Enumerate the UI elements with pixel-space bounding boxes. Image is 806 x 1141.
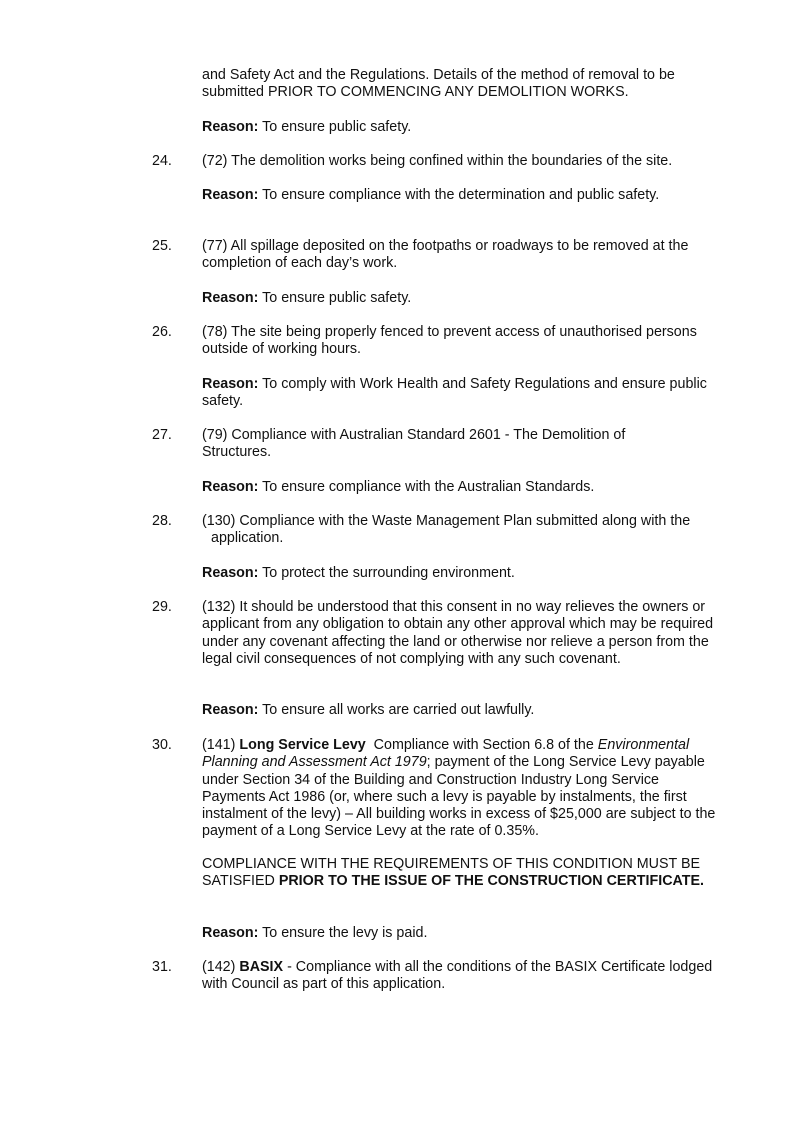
condition-text <box>202 737 722 841</box>
condition-reason <box>202 376 722 411</box>
condition-reason <box>202 925 722 942</box>
reason-text: To ensure public safety. <box>262 290 412 306</box>
condition-text <box>202 959 722 994</box>
compliance-text: COMPLIANCE WITH THE REQUIREMENTS OF THIS CONDITION MUST BE SATISFIED <box>202 856 701 890</box>
condition-code: (142) <box>202 959 236 975</box>
condition-reason <box>202 702 722 719</box>
reason-text: To ensure all works are carried out lawfully. <box>262 702 535 718</box>
condition-text-part: Compliance with Section 6.8 of the <box>373 737 594 753</box>
reason-label: Reason: <box>202 925 259 941</box>
condition-number: 31. <box>152 959 172 975</box>
condition-text: (72) The demolition works being confined within the boundaries of the site. <box>202 153 673 169</box>
condition-reason <box>202 479 722 496</box>
condition-text: (79) Compliance with Australian Standard 2601 - The Demolition of Structures. <box>202 427 626 461</box>
reason-label: Reason: <box>202 187 259 203</box>
condition-number: 27. <box>152 427 172 443</box>
condition-text: (132) It should be understood that this consent in no way relieves the owners or applicant from any obligation to obtain any other approval which may be required under any covenant affecting the land or otherwise nor relieve a person from the legal civil consequences of not complying with any such covenant. <box>202 599 714 667</box>
continued-condition-text: and Safety Act and the Regulations. Details of the method of removal to be submitted PRIOR TO COMMENCING ANY DEMOLITION WORKS. <box>202 67 675 101</box>
reason-label: Reason: <box>202 290 259 306</box>
reason-label: Reason: <box>202 702 259 718</box>
condition-text-part: - Compliance with all the conditions of the BASIX Certificate lodged with Council as part of this application. <box>202 959 713 993</box>
condition-reason <box>202 290 722 307</box>
reason-text: To comply with Work Health and Safety Regulations and ensure public safety. <box>202 376 707 410</box>
reason-label: Reason: <box>202 479 259 495</box>
condition-number: 28. <box>152 513 172 529</box>
condition-code: (141) <box>202 737 236 753</box>
condition-number: 25. <box>152 238 172 254</box>
condition-text: (130) Compliance with the Waste Management Plan submitted along with the application. <box>202 513 691 547</box>
condition-number: 29. <box>152 599 172 615</box>
reason-text: To ensure public safety. <box>262 119 412 135</box>
condition-heading: Long Service Levy <box>239 737 366 753</box>
reason-text: To ensure compliance with the determination and public safety. <box>262 187 660 203</box>
condition-text: (77) All spillage deposited on the footpaths or roadways to be removed at the completion of each day’s work. <box>202 238 689 272</box>
condition-reason <box>202 187 722 204</box>
reason-text: To ensure compliance with the Australian Standards. <box>262 479 595 495</box>
condition-heading: BASIX <box>239 959 284 975</box>
reason-text: To ensure the levy is paid. <box>262 925 428 941</box>
condition-text-part: ; payment of the Long Service Levy payable under Section 34 of the Building and Construction Industry Long Service Payments Act 1986 (or, where such a levy is payable by instalments, the first instalment of the levy) – All building works in excess of $25,000 are subject to the payment of a Long Service Levy at the rate of 0.35%. <box>202 754 716 840</box>
condition-number: 24. <box>152 153 172 169</box>
compliance-deadline: PRIOR TO THE ISSUE OF THE CONSTRUCTION CERTIFICATE. <box>278 873 705 890</box>
act-name: Environmental Planning and Assessment Act 1979 <box>202 737 690 771</box>
condition-reason <box>202 565 722 582</box>
reason-label: Reason: <box>202 119 259 135</box>
condition-text: (78) The site being properly fenced to prevent access of unauthorised persons outside of working hours. <box>202 324 697 358</box>
reason-text: To protect the surrounding environment. <box>262 565 515 581</box>
reason-label: Reason: <box>202 565 259 581</box>
reason-label: Reason: <box>202 376 259 392</box>
continued-condition-reason <box>202 119 722 136</box>
compliance-notice <box>202 856 722 891</box>
condition-number: 26. <box>152 324 172 340</box>
condition-number: 30. <box>152 737 172 753</box>
